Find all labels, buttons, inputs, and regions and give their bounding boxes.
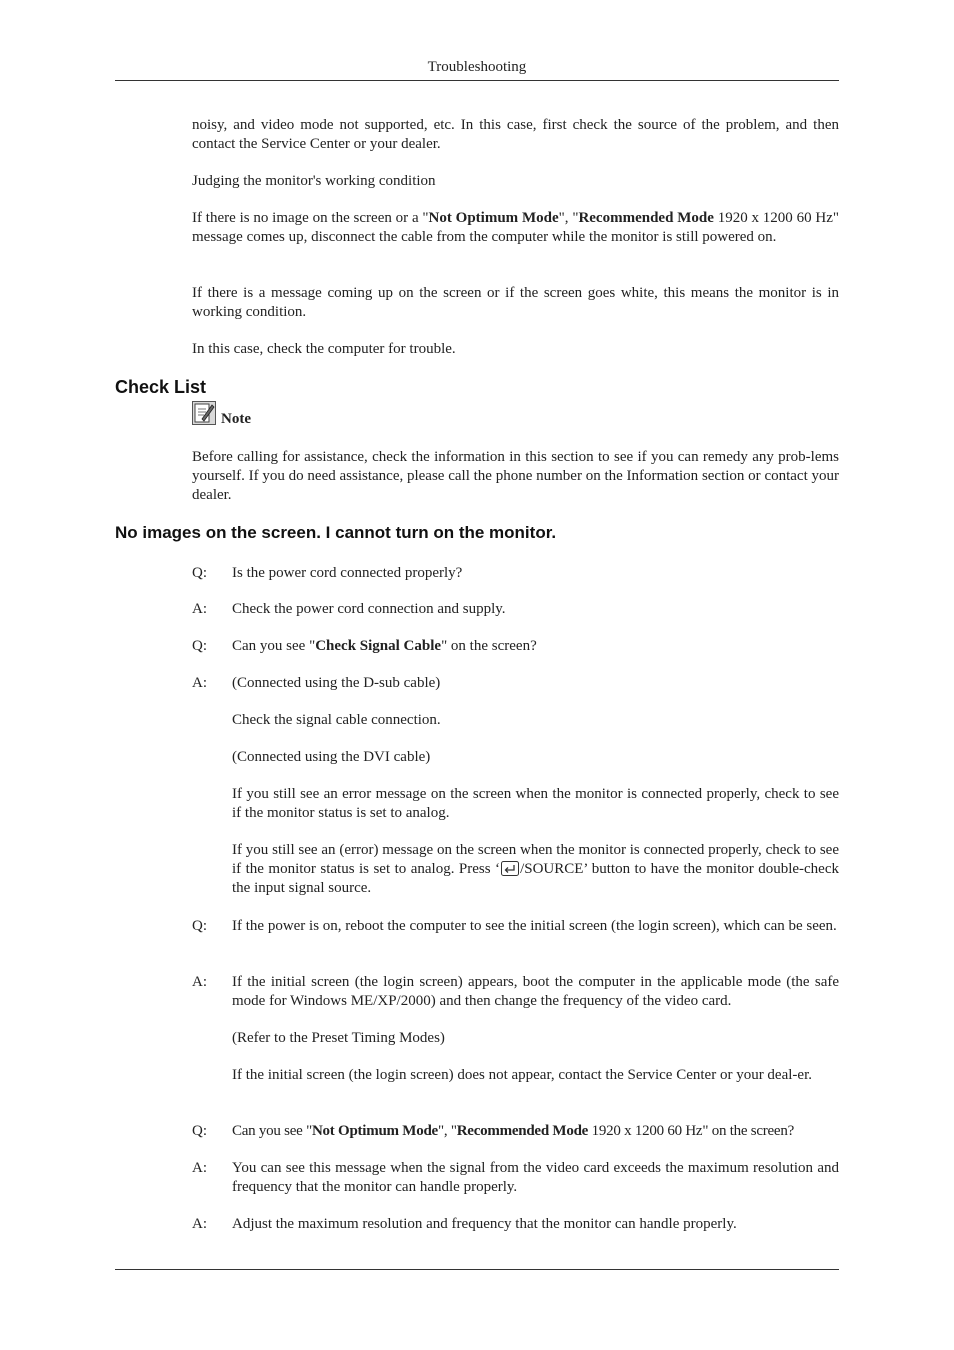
text-run: ", " [558, 210, 579, 226]
question-1: Is the power cord connected properly? [232, 565, 463, 581]
answer-marker: A: [192, 1160, 207, 1176]
question-marker: Q: [192, 638, 207, 654]
text-run: Can you see " [232, 638, 316, 654]
note-text: Before calling for assistance, check the information in this section to see if you can remedy any prob-lems yourself. If you do need assistance, please call the phone number on the Information section or contact your dealer. [192, 449, 839, 503]
question-marker: Q: [192, 565, 207, 581]
section-heading: No images on the screen. I cannot turn on the monitor. [115, 523, 557, 542]
footer-rule [115, 1269, 839, 1270]
question-3: If the power is on, reboot the computer to see the initial screen (the login screen), which can be seen. [232, 918, 837, 934]
text-run: " on the screen? [441, 638, 537, 654]
answer-1: Check the power cord connection and supply. [232, 601, 506, 617]
bold-mode-name: Not Optimum Mode [311, 1123, 438, 1139]
answer-2-line-4: If you still see an error message on the screen when the monitor is connected properly, check to see if the monitor status is set to analog. [232, 786, 839, 821]
answer-4: You can see this message when the signal from the video card exceeds the maximum resolution and frequency that the monitor can handle properly. [232, 1160, 839, 1195]
question-4 [232, 1122, 839, 1141]
answer-marker: A: [192, 974, 207, 990]
text-run: /SOURCE’ button to have the monitor double-check the input signal source. [232, 861, 840, 896]
answer-marker: A: [192, 601, 207, 617]
answer-3-line-2: (Refer to the Preset Timing Modes) [232, 1030, 445, 1046]
intro-paragraph-4: If there is a message coming up on the screen or if the screen goes white, this means the monitor is in working condition. [192, 285, 839, 320]
running-header: Troubleshooting [427, 59, 527, 75]
note-label: Note [221, 411, 251, 427]
note-pencil-icon [192, 401, 216, 425]
answer-2-line-2: Check the signal cable connection. [232, 712, 441, 728]
text-run: If you still see an (error) message on the screen when the monitor is connected properly, check to see if the monitor status is set to analog. Press ‘ [232, 842, 839, 877]
text-run: 1920 x 1200 60 Hz" message comes up, disconnect the cable from the computer while the monitor is still powered on. [192, 210, 840, 245]
bold-mode-name: Not Optimum Mode [428, 210, 559, 226]
question-marker: Q: [192, 918, 207, 934]
answer-3-line-3: If the initial screen (the login screen) does not appear, contact the Service Center or your deal-er. [232, 1067, 812, 1083]
text-run: If there is no image on the screen or a " [192, 210, 429, 226]
intro-paragraph-5: In this case, check the computer for trouble. [192, 341, 456, 357]
bold-mode-name: Recommended Mode [456, 1123, 589, 1139]
answer-3-line-1: If the initial screen (the login screen) appears, boot the computer in the applicable mode (the safe mode for Windows ME/XP/2000) and then change the frequency of the video card. [232, 974, 839, 1009]
answer-marker: A: [192, 675, 207, 691]
answer-2-line-5 [232, 841, 839, 898]
text-run: 1920 x 1200 60 Hz" on the screen? [588, 1123, 794, 1139]
intro-paragraph-1: noisy, and video mode not supported, etc. In this case, first check the source of the problem, and then contact the Service Center or your dealer. [192, 117, 839, 152]
text-run: Can you see " [232, 1123, 312, 1139]
answer-2-line-3: (Connected using the DVI cable) [232, 749, 431, 765]
text-run: ", " [437, 1123, 457, 1139]
answer-marker: A: [192, 1216, 207, 1232]
enter-button-icon [501, 861, 519, 876]
intro-paragraph-3 [192, 209, 839, 247]
check-list-heading: Check List [115, 377, 207, 397]
header-rule [115, 80, 839, 81]
question-2 [232, 637, 839, 656]
question-marker: Q: [192, 1123, 207, 1139]
bold-message: Check Signal Cable [315, 638, 442, 654]
answer-2-line-1: (Connected using the D-sub cable) [232, 675, 441, 691]
intro-paragraph-2: Judging the monitor's working condition [192, 173, 436, 189]
answer-5: Adjust the maximum resolution and frequency that the monitor can handle properly. [232, 1216, 737, 1232]
bold-mode-name: Recommended Mode [578, 210, 714, 226]
